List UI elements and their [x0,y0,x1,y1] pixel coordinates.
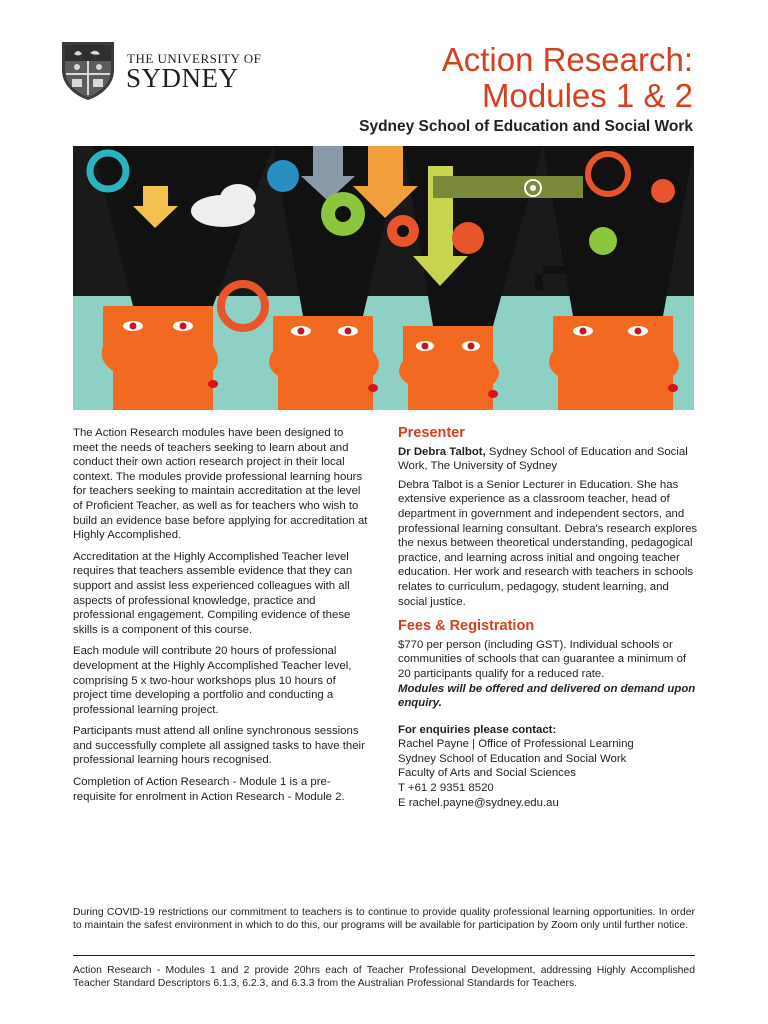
description-paragraph: The Action Research modules have been designed to meet the needs of teachers seeking to learn about and conduct their own action research project in their local context. The modules provide professional learning hours for teachers seeking to maintain accreditation at the level of Proficient Teacher, as well as for teachers who wish to build an evidence base before applying for accreditation at Highly Accomplished. [73,427,368,542]
footer-divider [73,955,695,956]
description-paragraph: Each module will contribute 20 hours of professional development at the Highly Accomplished Teacher level, comprising 5 x two-hour workshops plus 10 hours of project time developing a portfolio and conducting a professional learning project. [73,645,352,716]
description-paragraph: Accreditation at the Highly Accomplished Teacher level requires that teachers assemble evidence that they can support and assist less experienced colleagues with all aspects of professional knowledge, practice and professional engagement. Compiling evidence of these skills is a component of this course. [73,550,353,636]
university-crest-icon [60,40,116,102]
description-paragraph: Participants must attend all online synchronous sessions and successfully complete all assigned tasks to have their professional learning hours recognised. [73,725,365,767]
fees-text: $770 per person (including GST). Individual schools or communities of schools that can guarantee a minimum of 20 participants qualify for a reduced rate. [398,638,687,680]
title-line-2: Modules 1 & 2 [482,77,693,114]
contact-line: Sydney School of Education and Social Work [398,752,627,765]
prerequisite-note: Completion of Action Research - Module 1 is a pre-requisite for enrolment in Action Research - Module 2. [73,776,345,803]
university-name-small: THE UNIVERSITY OF [127,51,262,66]
presenter-bio: Debra Talbot is a Senior Lecturer in Education. She has extensive experience as a classroom teacher, head of department in government and independent sectors, and professional learning consultant. Debra's research explores the nexus between theoretical understanding, pedagogical practice, and learning across initial and ongoing teacher education. Her work and research with teachers in schools relates to curriculum, pedagogy, student learning, and social justice. [398,478,698,608]
presenter-intro [398,445,698,474]
university-name-large: SYDNEY [126,63,239,93]
contact-line: Rachel Payne | Office of Professional Learning [398,738,634,751]
university-logo [60,40,262,102]
fees-heading: Fees & Registration [398,618,535,635]
action-research-illustration [73,146,694,410]
details-column [398,426,698,810]
presenter-heading: Presenter [398,425,465,441]
contact-heading: For enquiries please contact: [398,723,557,736]
course-description [73,426,369,811]
contact-line: Faculty of Arts and Social Sciences [398,767,576,780]
page-subtitle: Sydney School of Education and Social Work [359,118,693,135]
presenter-affiliation: Sydney School of Education and Social Work, The University of Sydney [398,445,688,473]
fees-emphasis: Modules will be offered and delivered on demand upon enquiry. [398,682,696,710]
title-line-1: Action Research: [441,41,693,78]
page-title [442,42,693,114]
standards-notice: Action Research - Modules 1 and 2 provide 20hrs each of Teacher Professional Development, addressing Highly Accomplished Teacher Standard Descriptors 6.1.3, 6.2.3, and 6.3.3 from the Australian Professional Standards for Teachers. [73,965,695,990]
contact-email[interactable]: E rachel.payne@sydney.edu.au [398,796,559,809]
presenter-name: Dr Debra Talbot, [398,445,486,458]
covid-notice: During COVID-19 restrictions our commitment to teachers is to continue to provide quality professional learning opportunities. In order to maintain the safest environment in which to do this, our programs will be available for participation by Zoom only until further notice. [73,907,695,932]
contact-phone: T +61 2 9351 8520 [398,782,494,795]
